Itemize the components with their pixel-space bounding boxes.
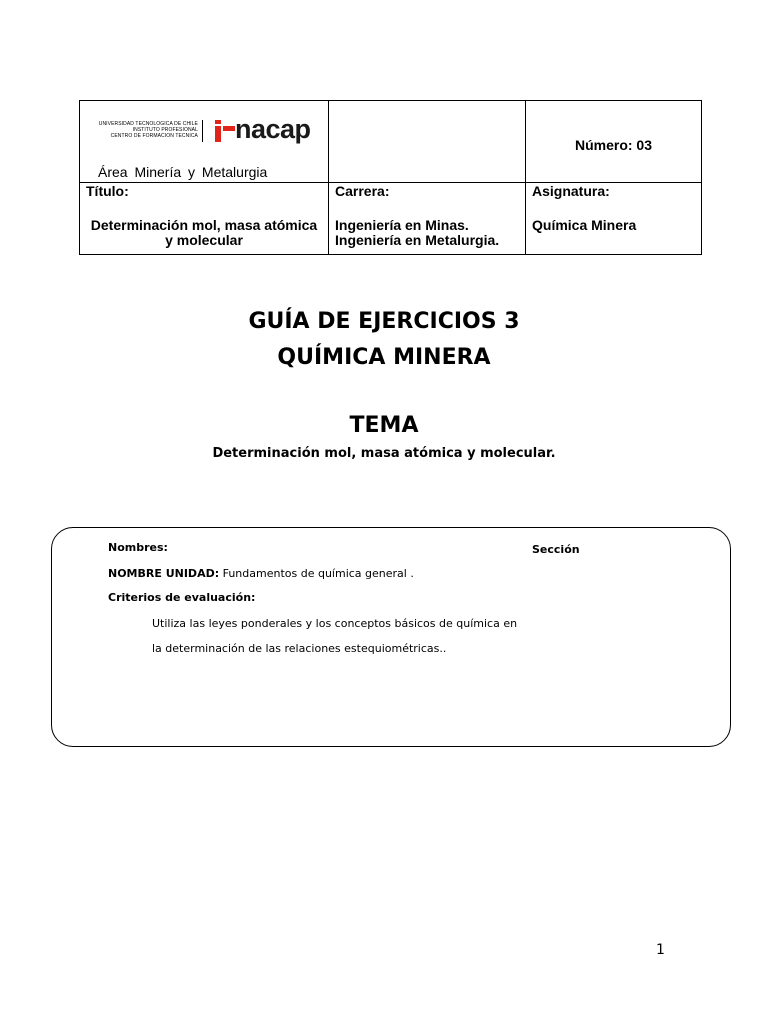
info-box: [51, 527, 731, 747]
guide-title: GUÍA DE EJERCICIOS 3: [248, 309, 520, 334]
page-number: 1: [656, 942, 665, 958]
titulo-cell: [80, 183, 329, 255]
header-table: [79, 100, 702, 255]
area-label: Área Minería y Metalurgia: [98, 164, 268, 180]
titulo-value: Determinación mol, masa atómica y molecular: [90, 217, 318, 248]
institution-text: [86, 121, 198, 139]
unidad-label: NOMBRE UNIDAD:: [108, 567, 220, 580]
criterio-text-2: la determinación de las relaciones estequiométricas..: [152, 642, 447, 655]
logo-divider: [202, 120, 203, 142]
asignatura-value: Química Minera: [532, 217, 637, 233]
nombres-label: Nombres:: [108, 541, 168, 554]
institution-line-2: INSTITUTO PROFESIONAL: [132, 127, 198, 133]
subject-title: QUÍMICA MINERA: [277, 345, 491, 370]
institution-line-1: UNIVERSIDAD TECNOLOGICA DE CHILE: [98, 121, 198, 127]
tema-heading: TEMA: [349, 413, 419, 438]
unidad-value: Fundamentos de química general .: [219, 567, 414, 580]
logo-cell: [80, 101, 329, 183]
empty-cell: [329, 101, 526, 183]
unidad-line: [108, 567, 414, 580]
numero-label: Número: 03: [574, 137, 653, 153]
criterio-text-1: Utiliza las leyes ponderales y los conceptos básicos de química en: [152, 617, 518, 630]
carrera-cell: [329, 183, 526, 255]
institution-line-3: CENTRO DE FORMACION TECNICA: [110, 133, 198, 139]
carrera-value-1: Ingeniería en Minas.: [335, 217, 469, 233]
numero-cell: [526, 101, 702, 183]
inacap-logo-icon: [214, 120, 236, 142]
seccion-label: Sección: [532, 543, 580, 556]
asignatura-label: Asignatura:: [532, 183, 610, 199]
titulo-label: Título:: [86, 183, 129, 199]
carrera-value-2: Ingeniería en Metalurgia.: [335, 232, 500, 248]
carrera-label: Carrera:: [335, 183, 390, 199]
brand-wordmark: nacap: [235, 114, 311, 144]
asignatura-cell: [526, 183, 702, 255]
carrera-value: [335, 218, 519, 248]
criterios-label: Criterios de evaluación:: [108, 591, 256, 604]
tema-subtitle: Determinación mol, masa atómica y molecular.: [212, 446, 556, 461]
